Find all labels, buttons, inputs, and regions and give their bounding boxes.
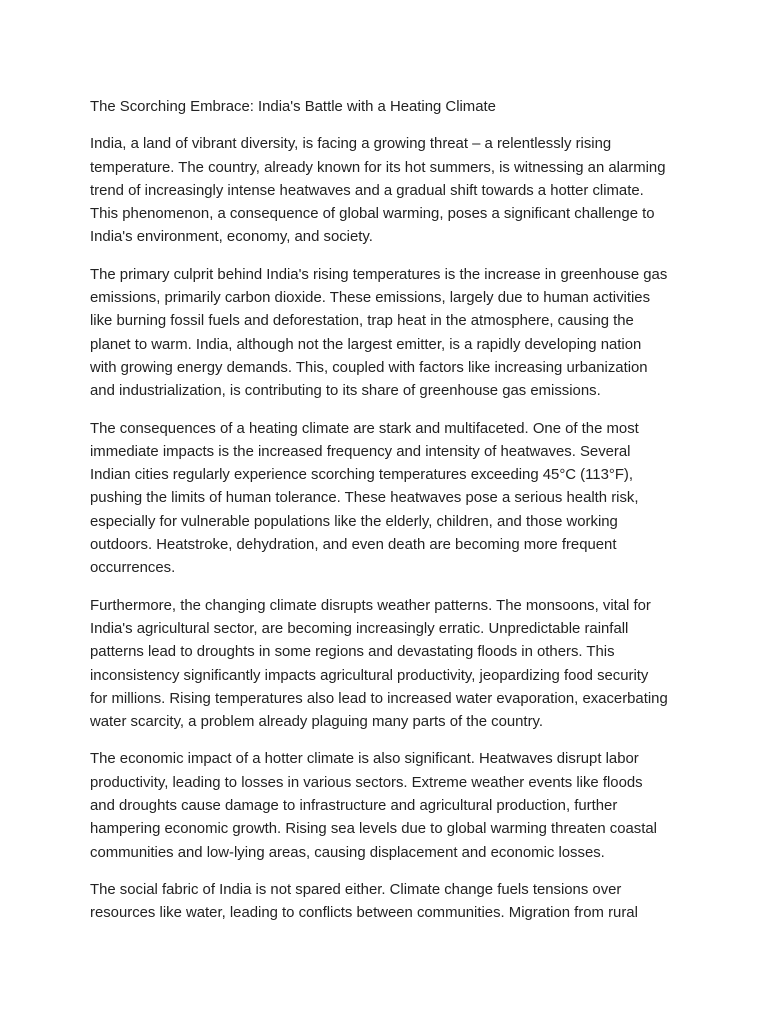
paragraph-intro bbox=[90, 133, 690, 249]
paragraph-line: The consequences of a heating climate are stark and multifaceted. One of the most bbox=[90, 420, 639, 437]
paragraph-line: The economic impact of a hotter climate is also significant. Heatwaves disrupt labor bbox=[90, 751, 639, 768]
paragraph-line: hampering economic growth. Rising sea levels due to global warming threaten coastal bbox=[90, 821, 657, 838]
paragraph-line: The primary culprit behind India's rising temperatures is the increase in greenhouse gas bbox=[90, 266, 668, 283]
paragraph-line: planet to warm. India, although not the largest emitter, is a rapidly developing nation bbox=[90, 336, 642, 353]
paragraph-line: This phenomenon, a consequence of global warming, poses a significant challenge to bbox=[90, 206, 655, 223]
paragraph-line: occurrences. bbox=[90, 560, 176, 577]
paragraph-line: and droughts cause damage to infrastructure and agricultural production, further bbox=[90, 798, 618, 815]
paragraph-line: India's agricultural sector, are becoming increasingly erratic. Unpredictable rainfall bbox=[90, 620, 629, 637]
paragraph-causes bbox=[90, 264, 690, 404]
paragraph-line: inconsistency significantly impacts agricultural productivity, jeopardizing food security bbox=[90, 667, 649, 684]
document-page bbox=[90, 96, 690, 940]
paragraph-line: Furthermore, the changing climate disrupts weather patterns. The monsoons, vital for bbox=[90, 597, 651, 614]
paragraph-line: especially for vulnerable populations like the elderly, children, and those working bbox=[90, 513, 618, 530]
paragraph-line: water scarcity, a problem already plaguing many parts of the country. bbox=[90, 714, 543, 731]
paragraph-consequences bbox=[90, 418, 690, 581]
paragraph-line: trend of increasingly intense heatwaves and a gradual shift towards a hotter climate. bbox=[90, 182, 644, 199]
paragraph-line: The social fabric of India is not spared either. Climate change fuels tensions over bbox=[90, 881, 622, 898]
paragraph-line: communities and low-lying areas, causing displacement and economic losses. bbox=[90, 844, 605, 861]
paragraph-line: India's environment, economy, and society. bbox=[90, 229, 373, 246]
paragraph-social-impact bbox=[90, 879, 690, 926]
paragraph-line: and industrialization, is contributing to its share of greenhouse gas emissions. bbox=[90, 383, 601, 400]
paragraph-line: India, a land of vibrant diversity, is facing a growing threat – a relentlessly rising bbox=[90, 136, 612, 153]
paragraph-line: emissions, primarily carbon dioxide. These emissions, largely due to human activities bbox=[90, 290, 651, 307]
paragraph-line: immediate impacts is the increased frequency and intensity of heatwaves. Several bbox=[90, 443, 631, 460]
paragraph-line: pushing the limits of human tolerance. These heatwaves pose a serious health risk, bbox=[90, 490, 639, 507]
paragraph-line: temperature. The country, already known for its hot summers, is witnessing an alarming bbox=[90, 159, 666, 176]
paragraph-line: patterns lead to droughts in some regions and devastating floods in others. This bbox=[90, 644, 615, 661]
paragraph-line: Indian cities regularly experience scorching temperatures exceeding 45°C (113°F), bbox=[90, 467, 634, 484]
paragraph-economic-impact bbox=[90, 748, 690, 864]
paragraph-weather-patterns bbox=[90, 595, 690, 735]
document-title: The Scorching Embrace: India's Battle with a Heating Climate bbox=[90, 99, 496, 115]
paragraph-line: with growing energy demands. This, coupled with factors like increasing urbanization bbox=[90, 359, 648, 376]
paragraph-line: for millions. Rising temperatures also lead to increased water evaporation, exacerbating bbox=[90, 690, 668, 707]
paragraph-line: outdoors. Heatstroke, dehydration, and even death are becoming more frequent bbox=[90, 537, 617, 554]
paragraph-line: resources like water, leading to conflicts between communities. Migration from rural bbox=[90, 905, 638, 922]
paragraph-line: productivity, leading to losses in various sectors. Extreme weather events like floods bbox=[90, 774, 643, 791]
paragraph-line: like burning fossil fuels and deforestation, trap heat in the atmosphere, causing the bbox=[90, 313, 634, 330]
